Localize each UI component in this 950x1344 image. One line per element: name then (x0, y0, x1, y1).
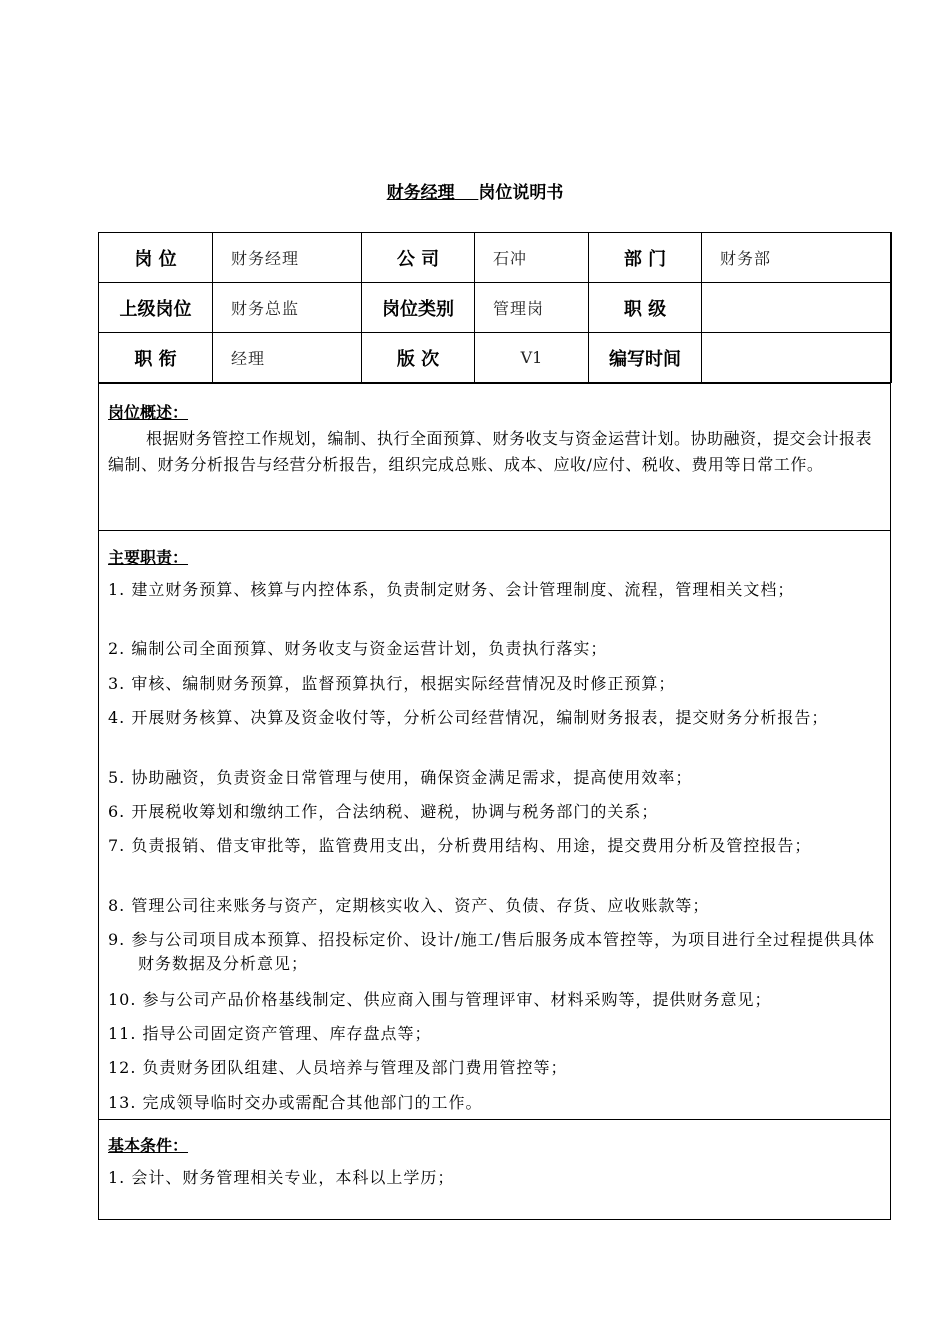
value-superior: 财务总监 (213, 283, 362, 333)
value-department: 财务部 (702, 233, 892, 283)
duty-item: 4. 开展财务核算、决算及资金收付等，分析公司经营情况，编制财务报表，提交财务分析报告； (108, 708, 829, 727)
duty-item: 11. 指导公司固定资产管理、库存盘点等； (108, 1024, 432, 1043)
duty-item: 5. 协助融资，负责资金日常管理与使用，确保资金满足需求，提高使用效率； (108, 768, 693, 787)
info-row-1 (99, 233, 892, 283)
duty-item: 1. 建立财务预算、核算与内控体系，负责制定财务、会计管理制度、流程，管理相关文档； (108, 580, 795, 599)
title-gap (455, 183, 479, 203)
duty-item: 8. 管理公司往来账务与资产，定期核实收入、资产、负债、存货、应收账款等； (108, 896, 710, 915)
label-version: 版 次 (362, 333, 475, 383)
label-department: 部 门 (589, 233, 702, 283)
label-grade: 职 级 (589, 283, 702, 333)
value-company: 石冲 (475, 233, 589, 283)
info-row-3 (99, 333, 892, 383)
label-company: 公 司 (362, 233, 475, 283)
label-superior: 上级岗位 (99, 283, 213, 333)
duties-heading: 主要职责： (108, 548, 189, 567)
duties-section (98, 530, 891, 1120)
title-doc-type: 岗位说明书 (478, 183, 564, 203)
summary-section (98, 383, 891, 531)
value-category: 管理岗 (475, 283, 589, 333)
summary-heading: 岗位概述： (108, 403, 189, 422)
value-grade (702, 283, 892, 333)
duty-item: 2. 编制公司全面预算、财务收支与资金运营计划，负责执行落实； (108, 639, 608, 658)
summary-text: 根据财务管控工作规划，编制、执行全面预算、财务收支与资金运营计划。协助融资，提交会计报表编制、财务分析报告与经营分析报告，组织完成总账、成本、应收/应付、税收、费用等日常工作。 (108, 429, 873, 474)
value-written-date (702, 333, 892, 383)
title-position: 财务经理 (386, 183, 455, 203)
label-category: 岗位类别 (362, 283, 475, 333)
duty-item: 9. 参与公司项目成本预算、招投标定价、设计/施工/售后服务成本管控等，为项目进行全过程提供具体财务数据及分析意见； (108, 930, 876, 973)
duty-item: 12. 负责财务团队组建、人员培养与管理及部门费用管控等； (108, 1058, 568, 1077)
duty-item: 10. 参与公司产品价格基线制定、供应商入围与管理评审、材料采购等，提供财务意见； (108, 990, 772, 1009)
label-written-date: 编写时间 (589, 333, 702, 383)
requirements-section (98, 1119, 891, 1219)
requirements-heading: 基本条件： (108, 1136, 189, 1155)
requirement-item: 1. 会计、财务管理相关专业，本科以上学历； (108, 1168, 455, 1187)
duty-item: 6. 开展税收筹划和缴纳工作，合法纳税、避税，协调与税务部门的关系； (108, 802, 659, 821)
label-rank: 职 衔 (99, 333, 213, 383)
value-version: V1 (475, 333, 589, 383)
duty-item: 7. 负责报销、借支审批等，监管费用支出，分析费用结构、用途，提交费用分析及管控报告； (108, 836, 812, 855)
value-position: 财务经理 (213, 233, 362, 283)
duty-item: 13. 完成领导临时交办或需配合其他部门的工作。 (108, 1093, 483, 1112)
page-title (0, 178, 950, 203)
duty-item: 3. 审核、编制财务预算，监督预算执行，根据实际经营情况及时修正预算； (108, 674, 676, 693)
label-position: 岗 位 (99, 233, 213, 283)
position-info-table (98, 232, 892, 383)
info-row-2 (99, 283, 892, 333)
value-rank: 经理 (213, 333, 362, 383)
